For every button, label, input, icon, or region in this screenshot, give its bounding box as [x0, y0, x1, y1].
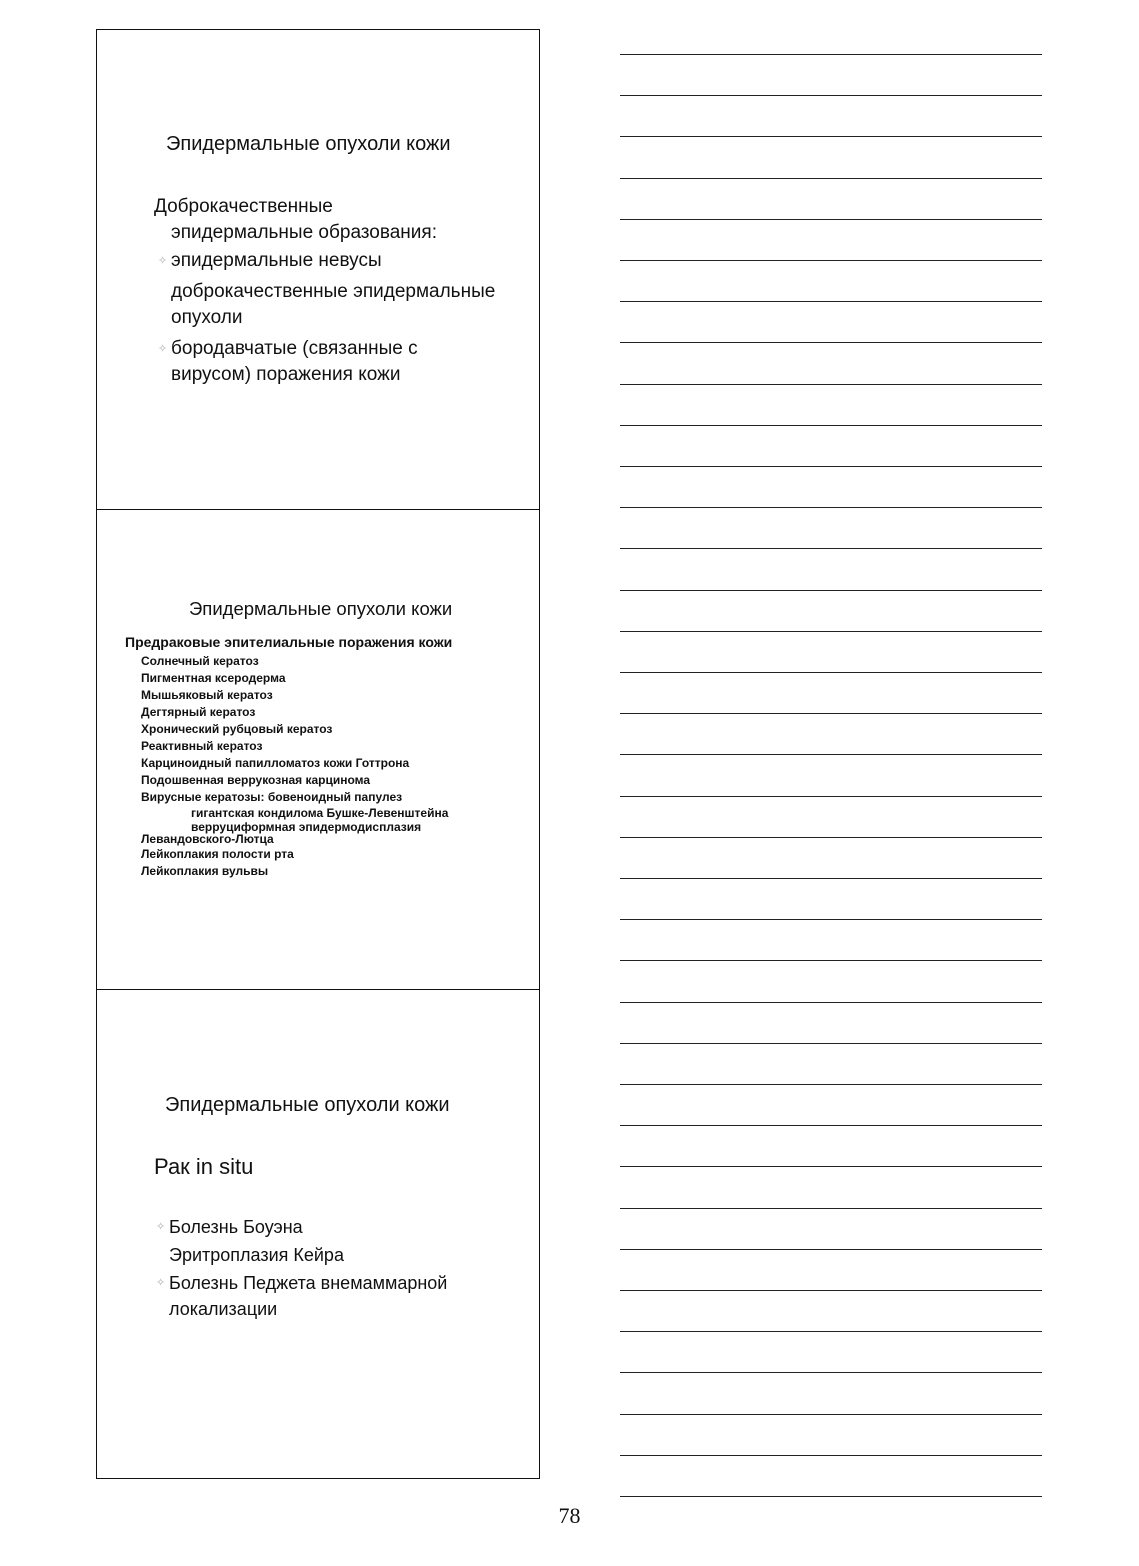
- list-item: гигантская кондилома Бушке-Левенштейна: [191, 806, 449, 820]
- bullet-text: доброкачественные эпидермальные опухоли: [171, 281, 496, 328]
- list-item: Мышьяковый кератоз: [141, 688, 273, 702]
- list-item: Карциноидный папилломатоз кожи Готтрона: [141, 756, 410, 770]
- bullet-item: [158, 336, 501, 388]
- bullet-item: [156, 1270, 499, 1322]
- note-line: [620, 1002, 1042, 1003]
- bullet-icon: ✧: [158, 255, 168, 267]
- note-line: [620, 1125, 1042, 1126]
- note-line: [620, 1372, 1042, 1373]
- bullet-text: Болезнь Боуэна: [169, 1217, 303, 1237]
- note-line: [620, 136, 1042, 137]
- note-line: [620, 1043, 1042, 1044]
- list-item: Лейкоплакия вульвы: [141, 864, 269, 878]
- bullet-icon: ✧: [158, 343, 168, 355]
- list-item: Дегтярный кератоз: [141, 705, 256, 719]
- note-line: [620, 548, 1042, 549]
- note-line: [620, 219, 1042, 220]
- list-item: верруциформная эпидермодисплазия: [191, 820, 422, 834]
- bullet-text: Болезнь Педжета внемаммарной локализации: [169, 1273, 448, 1319]
- note-line: [620, 301, 1042, 302]
- page-number: 78: [558, 1503, 581, 1528]
- slide-heading: [154, 194, 494, 246]
- note-line: [620, 1208, 1042, 1209]
- note-line: [620, 631, 1042, 632]
- note-line: [620, 384, 1042, 385]
- slide-heading: Рак in situ: [154, 1154, 254, 1179]
- list-item: Вирусные кератозы: бовеноидный папулез: [141, 790, 403, 804]
- bullet-text: Эритроплазия Кейра: [169, 1245, 344, 1265]
- bullet-icon: ✧: [156, 1221, 166, 1233]
- note-line: [620, 796, 1042, 797]
- precancerous-list: [141, 653, 448, 880]
- bullet-item: [158, 248, 501, 274]
- note-line: [620, 342, 1042, 343]
- bullet-text: эпидермальные невусы: [171, 250, 382, 271]
- bullet-item: [171, 279, 501, 331]
- note-line: [620, 1249, 1042, 1250]
- note-line: [620, 672, 1042, 673]
- handout-slides: [96, 29, 540, 1479]
- slide-2: [97, 510, 539, 990]
- slide-title: Эпидермальные опухоли кожи: [165, 1094, 450, 1116]
- note-line: [620, 919, 1042, 920]
- notes-ruled-lines: [620, 54, 1042, 1474]
- note-line: [620, 178, 1042, 179]
- note-line: [620, 590, 1042, 591]
- list-item: Солнечный кератоз: [141, 654, 259, 668]
- note-line: [620, 260, 1042, 261]
- bullet-item: [169, 1242, 499, 1268]
- note-line: [620, 878, 1042, 879]
- slide-heading: Предраковые эпителиальные поражения кожи: [125, 634, 453, 650]
- note-line: [620, 466, 1042, 467]
- note-line: [620, 837, 1042, 838]
- note-line: [620, 1455, 1042, 1456]
- note-line: [620, 1496, 1042, 1497]
- note-line: [620, 960, 1042, 961]
- list-item: Пигментная ксеродерма: [141, 671, 286, 685]
- note-line: [620, 95, 1042, 96]
- note-line: [620, 1166, 1042, 1167]
- bullet-icon: ✧: [156, 1277, 166, 1289]
- list-item: Левандовского-Лютца: [141, 832, 274, 846]
- bullet-text: бородавчатые (связанные с вирусом) поражения кожи: [171, 338, 418, 385]
- note-line: [620, 1331, 1042, 1332]
- note-line: [620, 1290, 1042, 1291]
- note-line: [620, 754, 1042, 755]
- slide-3: [97, 990, 539, 1478]
- note-line: [620, 1414, 1042, 1415]
- note-line: [620, 54, 1042, 55]
- heading-line: Доброкачественные: [154, 196, 333, 217]
- list-item: Реактивный кератоз: [141, 739, 263, 753]
- note-line: [620, 713, 1042, 714]
- slide-title: Эпидермальные опухоли кожи: [189, 598, 453, 619]
- slide-title: Эпидермальные опухоли кожи: [166, 133, 451, 155]
- list-item: Лейкоплакия полости рта: [141, 847, 294, 861]
- heading-line: эпидермальные образования:: [171, 222, 437, 243]
- list-item: Хронический рубцовый кератоз: [141, 722, 333, 736]
- note-line: [620, 425, 1042, 426]
- note-line: [620, 507, 1042, 508]
- list-item: Подошвенная веррукозная карцинома: [141, 773, 371, 787]
- bullet-item: [156, 1214, 499, 1240]
- slide-1: [97, 30, 539, 510]
- note-line: [620, 1084, 1042, 1085]
